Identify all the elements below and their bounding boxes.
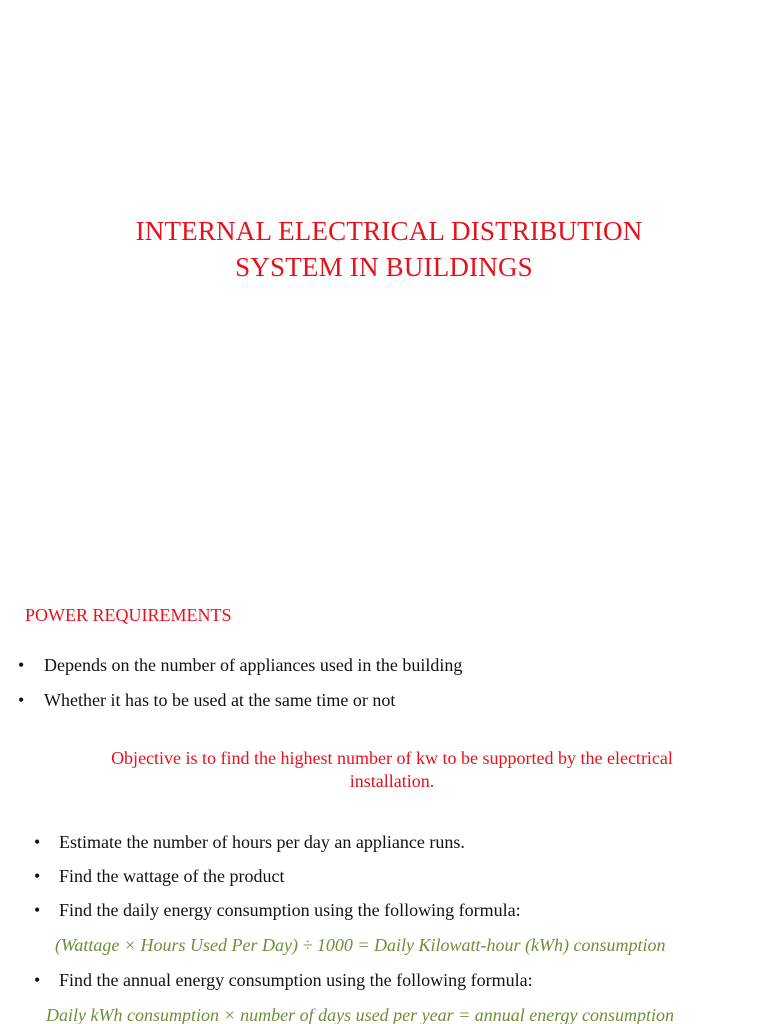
document-title — [0, 213, 768, 285]
requirements-list — [0, 654, 462, 724]
title-line-2: SYSTEM IN BUILDINGS — [235, 252, 533, 282]
section-heading: POWER REQUIREMENTS — [25, 605, 232, 625]
list-item: • Find the daily energy consumption using the following formula: — [0, 899, 768, 933]
title-line-1: INTERNAL ELECTRICAL DISTRIBUTION — [135, 216, 643, 246]
list-item: • Depends on the number of appliances used in the building — [0, 654, 462, 689]
list-item: • Whether it has to be used at the same time or not — [0, 689, 462, 724]
annual-energy-formula: Daily kWh consumption × number of days used per year = annual energy consumption — [46, 1005, 675, 1024]
daily-energy-formula: (Wattage × Hours Used Per Day) ÷ 1000 = Daily Kilowatt-hour (kWh) consumption — [55, 935, 666, 955]
list-item: • Find the annual energy consumption using the following formula: — [0, 969, 533, 991]
objective-statement: Objective is to find the highest number of kw to be supported by the electrical installation. — [111, 748, 673, 791]
steps-list — [0, 831, 768, 933]
list-item: • Estimate the number of hours per day an appliance runs. — [0, 831, 768, 865]
list-item: • Find the wattage of the product — [0, 865, 768, 899]
